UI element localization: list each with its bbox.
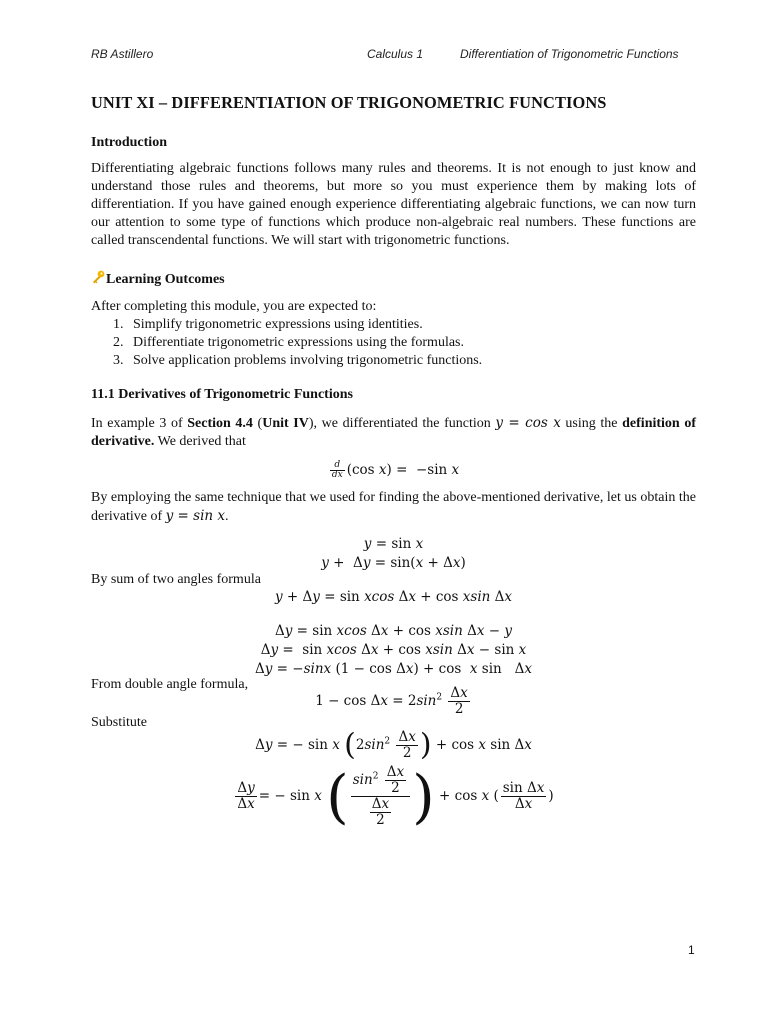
section-paragraph-2: By employing the same technique that we used for finding the above-mentioned derivative, let us obtain the derivative of y = sin x.: [91, 490, 696, 524]
header-author: RB Astillero: [91, 47, 154, 61]
sum-formula-label: By sum of two angles formula: [91, 572, 261, 587]
intro-paragraph: Differentiating algebraic functions follows many rules and theorems. It is not enough to just know and understand those rules and theorems, but more so you must experience them by making lots of differentiation. If you have gained enough experience differentiating algebraic functions, we can now turn our attention to some type of functions which produce non-algebraic real numbers. These functions are called transcendental functions. We will start with trigonometric functions.: [91, 161, 696, 248]
intro-heading: Introduction: [91, 135, 167, 150]
equation-quotient: $\frac{\Delta y}{\Delta x}$ = − sin x ( $\sin^2$ $\frac{\Delta x}{2}$ $\frac{\Delta x}{2}$ ) + cos x ( $\frac{\text{sin Δx}}{\Delta x}$ ): [237, 762, 554, 831]
outcomes-lead: After completing this module, you are expected to:: [91, 299, 377, 314]
list-item: 3. Solve application problems involving trigonometric functions.: [113, 353, 483, 368]
equation-derivative-cos: $\frac{d}{dx}$ (cos x) = −sin x: [331, 460, 460, 480]
substitute-label: Substitute: [91, 715, 148, 730]
page-header: [91, 47, 696, 65]
outcomes-list: [91, 316, 696, 370]
header-topic: Differentiation of Trigonometric Functions: [460, 47, 679, 61]
outcomes-heading-text: Learning Outcomes: [106, 272, 225, 287]
equation-line: Δy = sin xcos Δx + cos xsin Δx − y: [274, 623, 513, 639]
page-number: 1: [688, 943, 695, 957]
list-item: 1. Simplify trigonometric expressions using identities.: [113, 317, 423, 332]
equation-block-1: [91, 535, 696, 573]
page-title: UNIT XI – DIFFERENTIATION OF TRIGONOMETRIC FUNCTIONS: [91, 93, 607, 112]
equation-line: y + Δy = sin(x + Δx): [321, 555, 466, 571]
page-content: [91, 93, 696, 831]
equation-line: y + Δy = sin xcos Δx + cos xsin Δx: [274, 589, 513, 605]
equation-substituted: Δy = − sin x ($2\sin^2$ $\frac{\Delta x}{2}$ ) + cos x sin Δx: [255, 727, 532, 763]
list-item: 2. Differentiate trigonometric expressions using the formulas.: [113, 335, 464, 350]
equation-double-angle: $1 - \cos \Delta x = 2\sin^2$ $\frac{\Delta x}{2}$: [315, 685, 468, 717]
key-icon: [91, 270, 105, 284]
equation-line: Δy = sin xcos Δx + cos xsin Δx − sin x: [260, 642, 527, 658]
equation-line: Δy = −sinx (1 − cos Δx) + cos x sin Δx: [255, 661, 532, 677]
header-course: Calculus 1: [367, 47, 424, 61]
double-angle-label: From double angle formula,: [91, 677, 249, 692]
section-paragraph-1: In example 3 of Section 4.4 (Unit IV), we differentiated the function y = cos x using the definition of derivative. We derived that: [91, 415, 696, 449]
equation-line: y = sin x: [363, 536, 424, 552]
equation-block-2: [91, 622, 696, 679]
outcomes-heading: [91, 270, 696, 288]
section-heading: 11.1 Derivatives of Trigonometric Functions: [91, 387, 353, 402]
